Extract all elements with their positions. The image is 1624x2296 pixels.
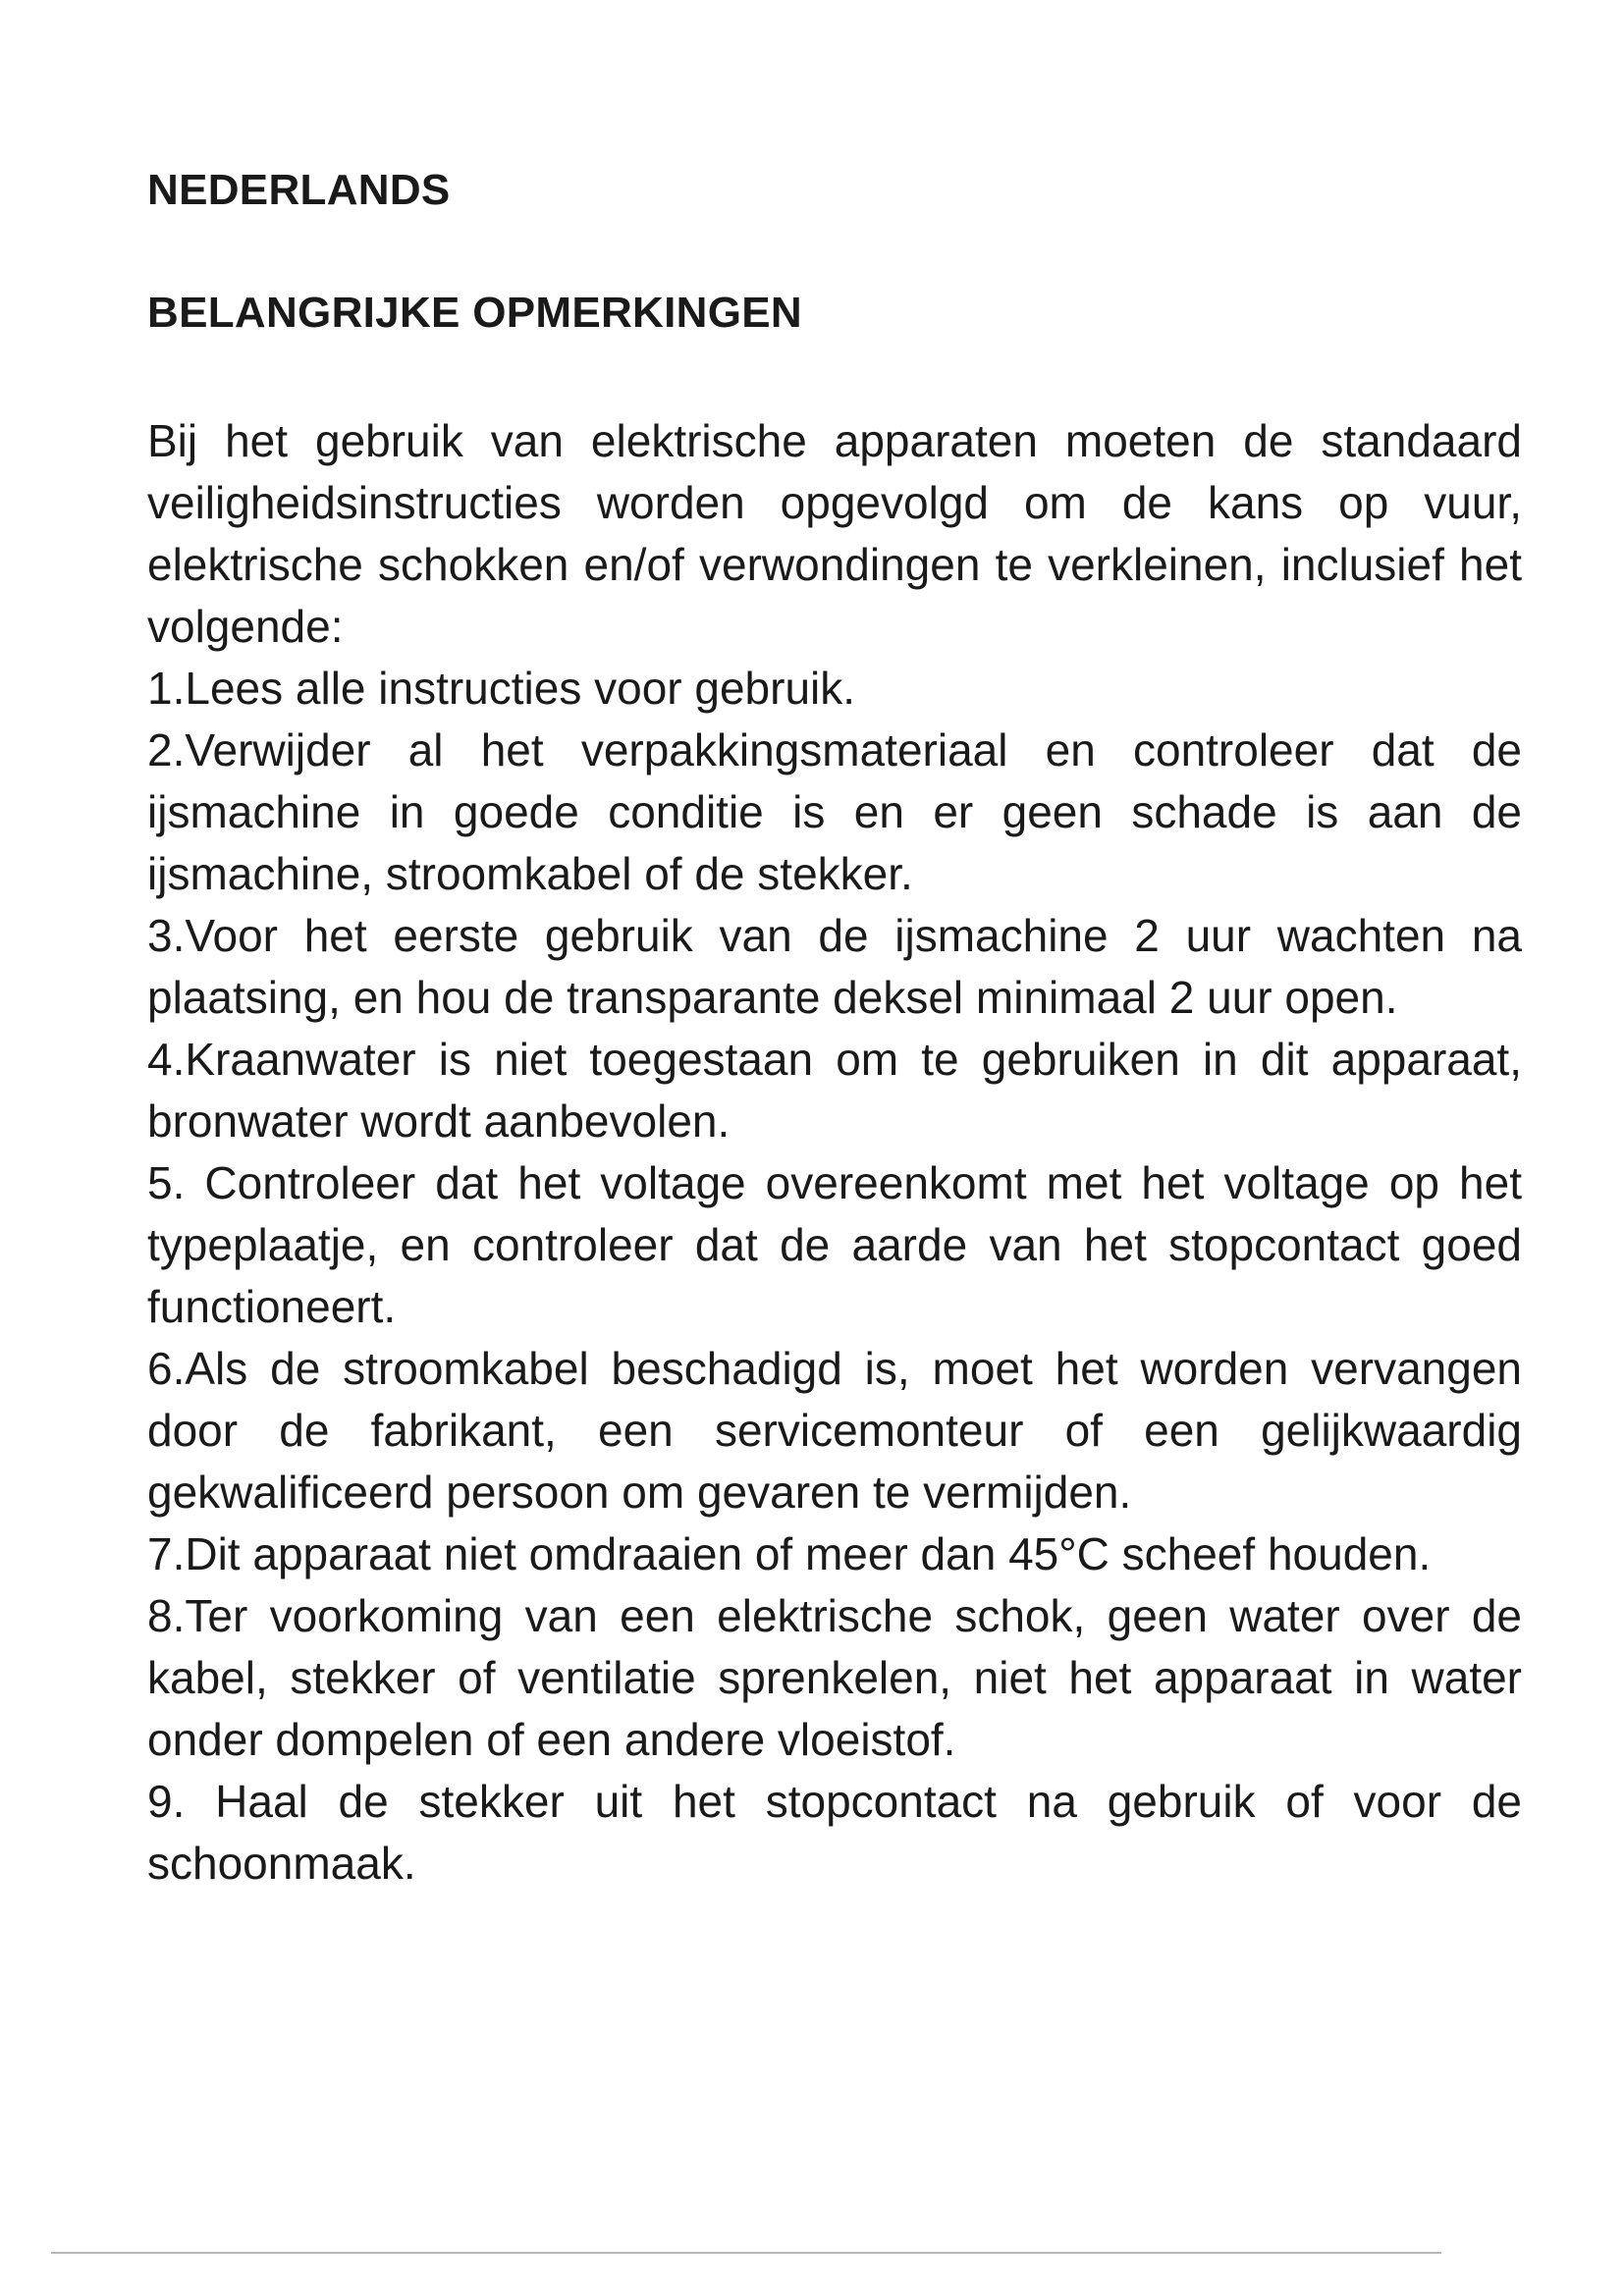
intro-paragraph: Bij het gebruik van elektrische apparaten moeten de standaard veiligheidsinstructies worden opgevolgd om de kans op vuur, elektrische schokken en/of verwondingen te verkleinen, inclusief het volgende:	[147, 415, 1522, 652]
instructions-body	[147, 410, 1522, 1895]
instructions-list	[147, 658, 1522, 1895]
instruction-item-1: 1.Lees alle instructies voor gebruik.	[147, 663, 856, 714]
instruction-item-8: 8.Ter voorkoming van een elektrische schok, geen water over de kabel, stekker of ventilatie sprenkelen, niet het apparaat in water onder dompelen of een andere vloeistof.	[147, 1590, 1522, 1765]
language-heading: NEDERLANDS	[147, 166, 451, 214]
instruction-item-4: 4.Kraanwater is niet toegestaan om te gebruiken in dit apparaat, bronwater wordt aanbevolen.	[147, 1034, 1522, 1147]
section-heading: BELANGRIJKE OPMERKINGEN	[147, 289, 802, 337]
instruction-item-5: 5. Controleer dat het voltage overeenkomt met het voltage op het typeplaatje, en controleer dat de aarde van het stopcontact goed functioneert.	[147, 1157, 1522, 1332]
instruction-item-9: 9. Haal de stekker uit het stopcontact na gebruik of voor de schoonmaak.	[147, 1776, 1522, 1889]
document-page	[147, 165, 1522, 1895]
instruction-item-3: 3.Voor het eerste gebruik van de ijsmachine 2 uur wachten na plaatsing, en hou de transparante deksel minimaal 2 uur open.	[147, 910, 1522, 1023]
footer-divider	[51, 2252, 1441, 2254]
instruction-item-2: 2.Verwijder al het verpakkingsmateriaal en controleer dat de ijsmachine in goede conditie is en er geen schade is aan de ijsmachine, stroomkabel of de stekker.	[147, 724, 1522, 899]
instruction-item-7: 7.Dit apparaat niet omdraaien of meer dan 45°C scheef houden.	[147, 1528, 1432, 1579]
instruction-item-6: 6.Als de stroomkabel beschadigd is, moet het worden vervangen door de fabrikant, een servicemonteur of een gelijkwaardig gekwalificeerd persoon om gevaren te vermijden.	[147, 1343, 1522, 1518]
